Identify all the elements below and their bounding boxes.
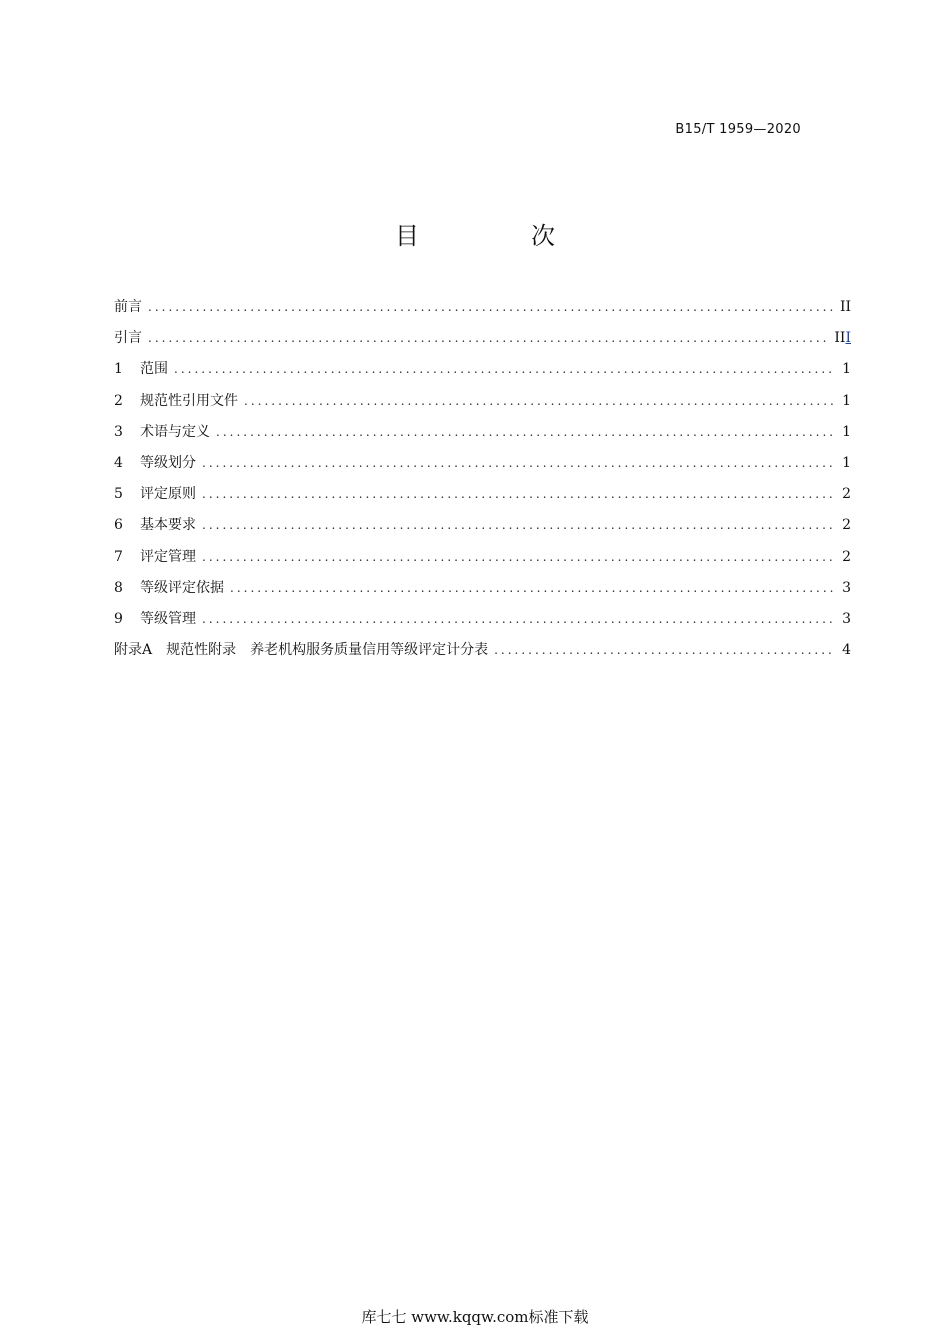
toc-entry-label: 基本要求 — [140, 517, 196, 534]
toc-entry-grade-evaluation-basis[interactable] — [114, 573, 851, 604]
toc-leader-dots — [202, 479, 836, 510]
toc-entry-normative-references[interactable] — [114, 386, 851, 417]
toc-entry-page: 4 — [842, 642, 851, 659]
toc-entry-terms-definitions[interactable] — [114, 417, 851, 448]
toc-entry-scope[interactable] — [114, 354, 851, 385]
toc-entry-introduction[interactable] — [114, 323, 851, 354]
toc-leader-dots — [202, 604, 836, 635]
toc-entry-basic-requirements[interactable] — [114, 510, 851, 541]
toc-entry-page: 2 — [842, 548, 851, 565]
toc-entry-label: 规范性引用文件 — [140, 392, 238, 409]
toc-entry-number: 4 — [114, 454, 123, 471]
toc-entry-label: 附录A 规范性附录 养老机构服务质量信用等级评定计分表 — [114, 642, 489, 659]
toc-entry-page: II — [839, 299, 851, 315]
toc-entry-number: 1 — [114, 361, 123, 378]
toc-leader-dots — [216, 417, 836, 448]
toc-entry-page-text: II — [834, 330, 846, 347]
toc-leader-dots — [174, 354, 836, 385]
toc-leader-dots — [202, 448, 836, 479]
document-code: B15/T 1959—2020 — [675, 122, 801, 137]
footer-watermark-text: 库七七 www.kqqw.com标准下载 — [361, 1308, 589, 1326]
toc-entry-number: 3 — [114, 423, 123, 440]
toc-entry-number: 6 — [114, 517, 123, 534]
toc-entry-page — [834, 323, 851, 354]
toc-entry-page: 2 — [842, 486, 851, 503]
toc-leader-dots — [244, 386, 836, 417]
toc-entry-grade-management[interactable] — [114, 604, 851, 635]
toc-entry-label: 术语与定义 — [140, 423, 210, 440]
toc-entry-page: 3 — [842, 610, 851, 627]
toc-entry-number: 9 — [114, 610, 123, 627]
toc-entry-appendix-a[interactable] — [114, 635, 851, 666]
toc-entry-label: 前言 — [114, 299, 142, 315]
toc-entry-page: 1 — [842, 423, 851, 440]
page-title: 目 次 — [395, 222, 599, 250]
toc-leader-dots — [230, 573, 836, 604]
toc-entry-foreword[interactable] — [114, 292, 851, 323]
toc-entry-number: 5 — [114, 486, 123, 503]
toc-entry-label: 等级管理 — [140, 610, 196, 627]
toc-page-link[interactable]: I — [845, 330, 851, 347]
toc-leader-dots — [148, 323, 828, 354]
toc-entry-label: 范围 — [140, 361, 168, 378]
toc-entry-label: 等级划分 — [140, 454, 196, 471]
toc-entry-number: 2 — [114, 392, 123, 409]
toc-entry-evaluation-management[interactable] — [114, 542, 851, 573]
toc-entry-label: 评定原则 — [140, 486, 196, 503]
toc-entry-page: 2 — [842, 517, 851, 534]
toc-leader-dots — [202, 510, 836, 541]
toc-entry-page: 1 — [842, 392, 851, 409]
toc-entry-label: 引言 — [114, 330, 142, 347]
table-of-contents — [114, 292, 851, 666]
toc-leader-dots — [494, 635, 836, 666]
toc-entry-label: 等级评定依据 — [140, 579, 224, 596]
toc-entry-evaluation-principles[interactable] — [114, 479, 851, 510]
toc-leader-dots — [202, 542, 836, 573]
toc-entry-page: 1 — [842, 361, 851, 378]
toc-entry-label: 评定管理 — [140, 548, 196, 565]
toc-entry-page: 3 — [842, 579, 851, 596]
toc-entry-number: 8 — [114, 579, 123, 596]
toc-leader-dots — [148, 292, 834, 323]
toc-entry-grade-division[interactable] — [114, 448, 851, 479]
toc-entry-page: 1 — [842, 454, 851, 471]
toc-entry-number: 7 — [114, 548, 123, 565]
